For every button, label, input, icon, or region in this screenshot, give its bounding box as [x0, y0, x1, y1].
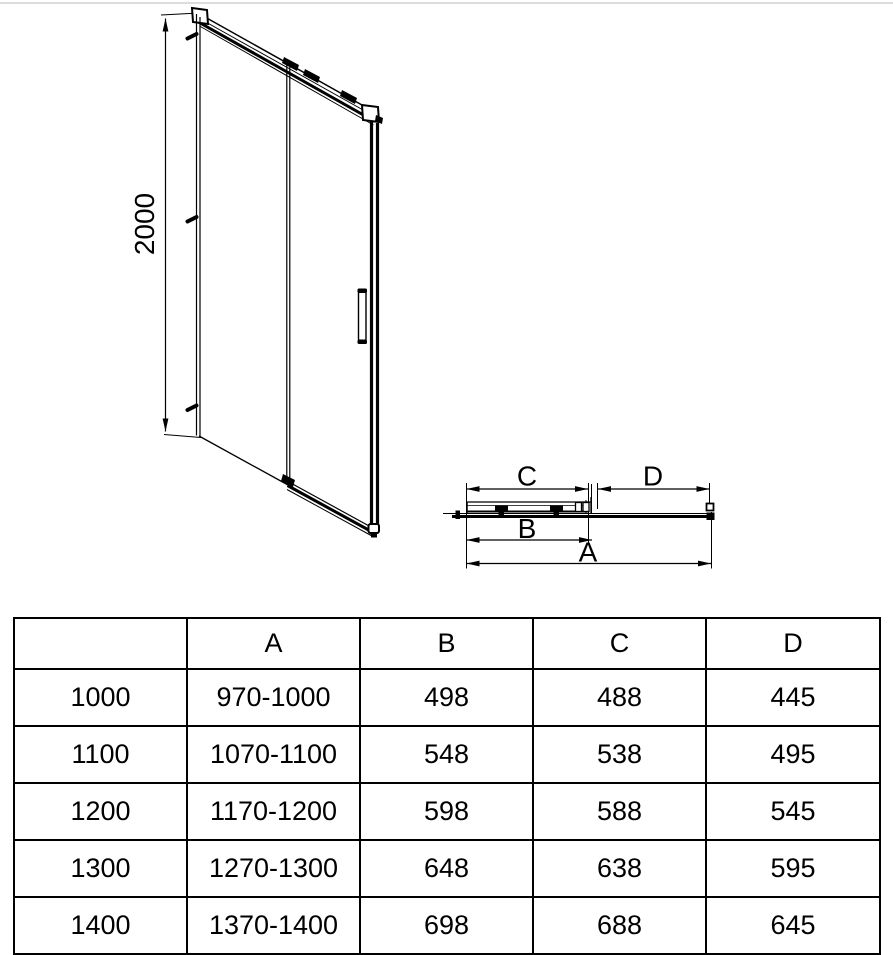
- plan-view-drawing: [443, 461, 715, 569]
- header-cell-A: A: [187, 618, 360, 669]
- plan-fixed-panel-end-cap: [707, 513, 715, 521]
- cell-A: 1370-1400: [187, 897, 360, 954]
- cell-C: 488: [533, 669, 706, 726]
- plan-roller-1: [495, 506, 508, 517]
- cell-C: 688: [533, 897, 706, 954]
- cell-A: 1270-1300: [187, 840, 360, 897]
- fixed-panel-bottom-edge: [199, 436, 288, 485]
- cell-size: 1400: [14, 897, 187, 954]
- handle-top-cap: [358, 289, 368, 294]
- header-cell-D: D: [706, 618, 880, 669]
- table-row: [14, 783, 880, 840]
- dim-label-B: B: [517, 513, 537, 544]
- table-row: [14, 840, 880, 897]
- front-view-drawing: [129, 8, 383, 538]
- plan-wall-bracket-right: [707, 504, 714, 511]
- cell-B: 698: [360, 897, 533, 954]
- size-table: [13, 617, 881, 955]
- cell-D: 495: [706, 726, 880, 783]
- height-dimension: [161, 13, 201, 438]
- cell-size: 1100: [14, 726, 187, 783]
- cell-D: 595: [706, 840, 880, 897]
- wall-bracket-bottom: [188, 406, 197, 411]
- plan-door-stop-2: [583, 503, 589, 512]
- cell-D: 445: [706, 669, 880, 726]
- cell-B: 498: [360, 669, 533, 726]
- cell-B: 598: [360, 783, 533, 840]
- cell-A: 1070-1100: [187, 726, 360, 783]
- right-stile-bottom-cap: [369, 524, 380, 533]
- cell-C: 638: [533, 840, 706, 897]
- cell-D: 645: [706, 897, 880, 954]
- cell-A: 970-1000: [187, 669, 360, 726]
- plan-roller-2: [550, 506, 563, 517]
- wall-brackets: [188, 34, 197, 410]
- dim-label-A: A: [578, 536, 598, 568]
- door-handle: [358, 289, 368, 345]
- height-dimension-label: 2000: [129, 192, 160, 256]
- plan-wall-bracket-left: [456, 511, 461, 520]
- dim-label-C: C: [516, 460, 538, 492]
- plan-door-stop-1: [576, 503, 582, 512]
- cell-D: 545: [706, 783, 880, 840]
- right-stile-bottom-stop: [371, 534, 377, 538]
- cell-B: 548: [360, 726, 533, 783]
- size-table-header-row: [14, 618, 880, 669]
- cell-B: 648: [360, 840, 533, 897]
- table-row: [14, 897, 880, 954]
- wall-bracket-middle: [188, 217, 197, 222]
- table-row: [14, 726, 880, 783]
- fixed-panel-left-edge: [197, 14, 201, 436]
- cell-C: 588: [533, 783, 706, 840]
- cell-C: 538: [533, 726, 706, 783]
- panel-overlap-edge: [287, 64, 290, 481]
- dim-label-D: D: [642, 460, 664, 492]
- header-cell-size: [14, 618, 187, 669]
- cell-size: 1000: [14, 669, 187, 726]
- bottom-rail: [287, 482, 377, 537]
- cell-size: 1200: [14, 783, 187, 840]
- wall-bracket-top: [188, 34, 197, 39]
- table-row: [14, 669, 880, 726]
- cell-size: 1300: [14, 840, 187, 897]
- cell-A: 1170-1200: [187, 783, 360, 840]
- right-stile: [369, 121, 380, 538]
- header-cell-C: C: [533, 618, 706, 669]
- handle-bottom-cap: [358, 340, 368, 345]
- header-cell-B: B: [360, 618, 533, 669]
